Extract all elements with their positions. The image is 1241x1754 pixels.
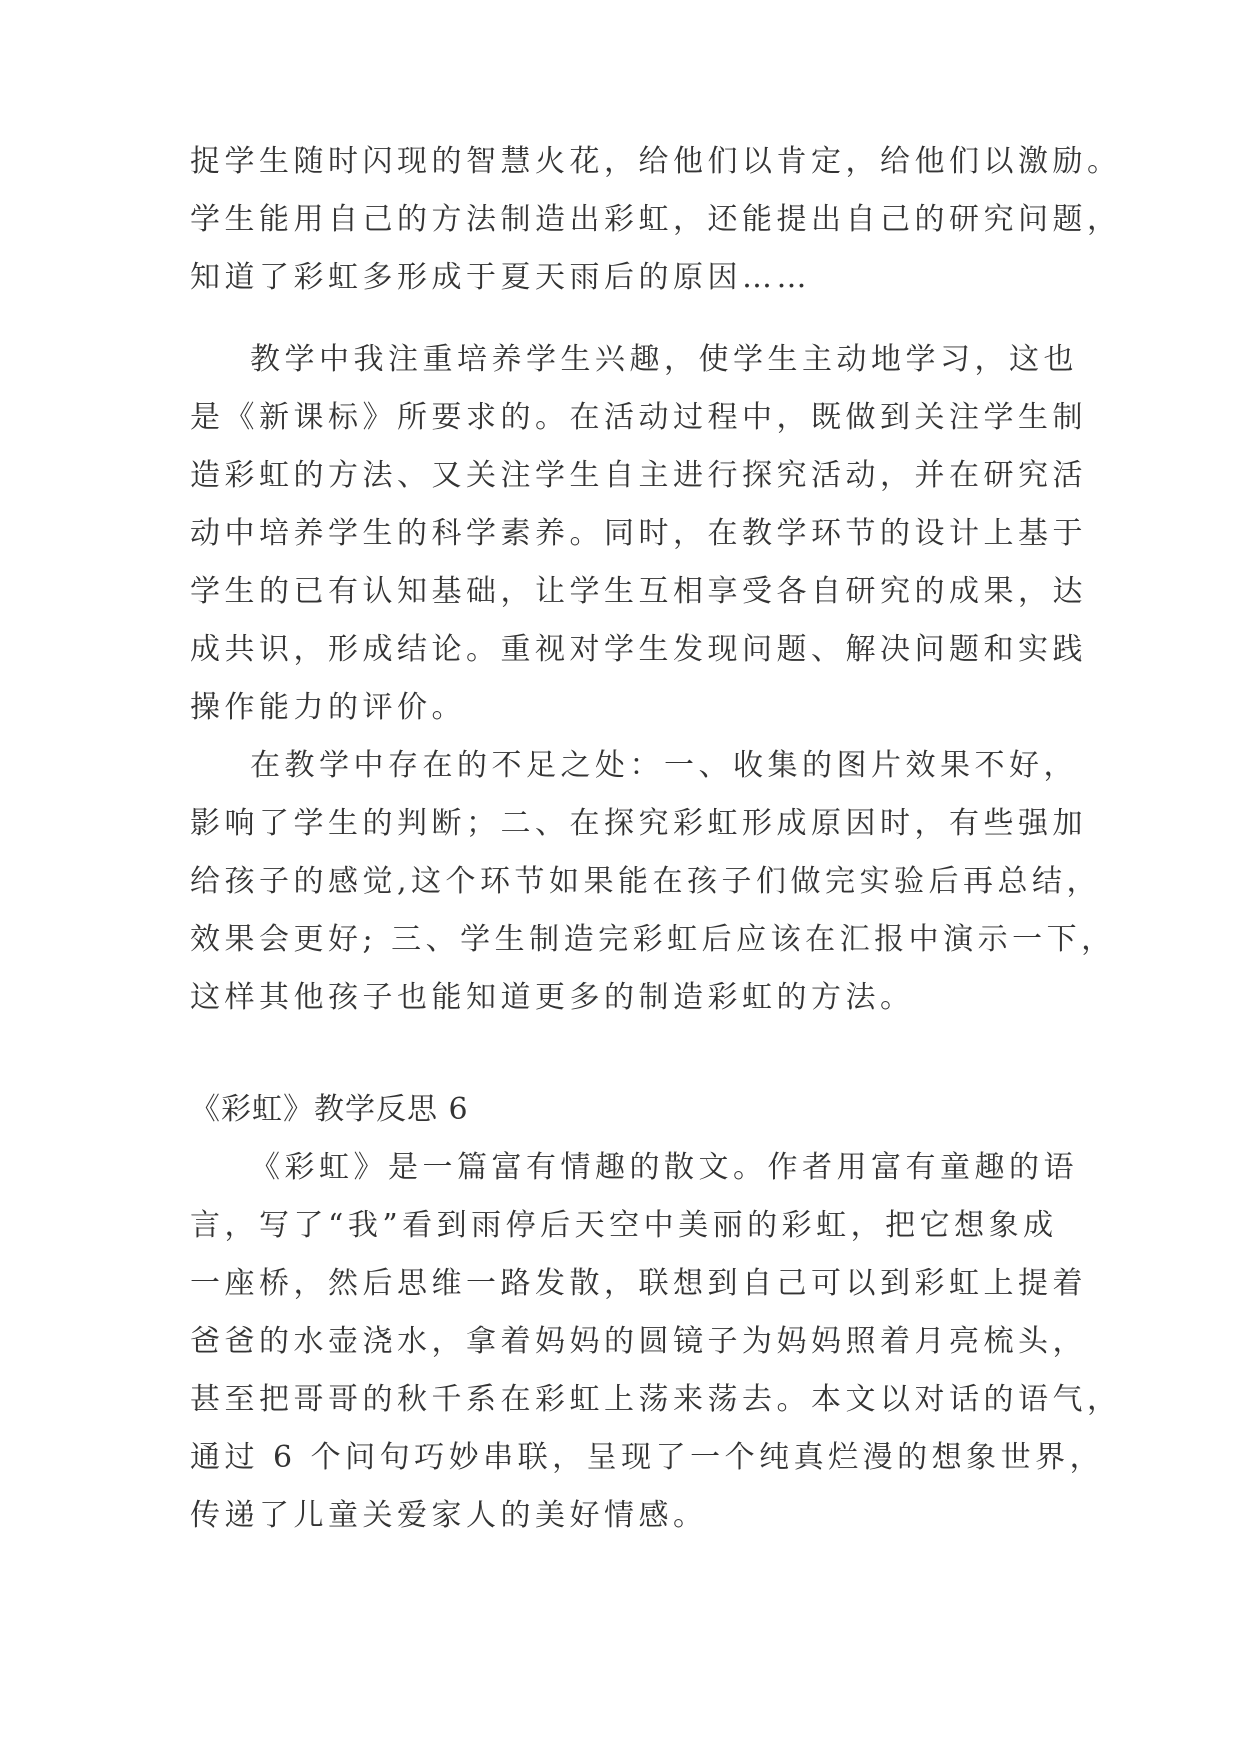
paragraph-4-line-3: 一座桥，然后思维一路发散，联想到自己可以到彩虹上提着: [190, 1266, 1087, 1301]
paragraph-4-line-5: 甚至把哥哥的秋千系在彩虹上荡来荡去。本文以对话的语气，: [190, 1382, 1122, 1417]
paragraph-2-line-4: 动中培养学生的科学素养。同时，在教学环节的设计上基于: [190, 516, 1087, 551]
paragraph-1-line-2: 学生能用自己的方法制造出彩虹，还能提出自己的研究问题，: [190, 202, 1122, 237]
paragraph-4-line-2: 言，写了“我”看到雨停后天空中美丽的彩虹，把它想象成: [190, 1208, 1058, 1243]
paragraph-4-line-4: 爸爸的水壶浇水，拿着妈妈的圆镜子为妈妈照着月亮梳头，: [190, 1324, 1087, 1359]
paragraph-2-line-1: 教学中我注重培养学生兴趣，使学生主动地学习，这也: [250, 342, 1078, 377]
paragraph-4-line-6: 通过 6 个问句巧妙串联，呈现了一个纯真烂漫的想象世界，: [190, 1440, 1105, 1475]
paragraph-2-line-7: 操作能力的评价。: [190, 690, 466, 725]
paragraph-2-line-3: 造彩虹的方法、又关注学生自主进行探究活动，并在研究活: [190, 458, 1087, 493]
paragraph-3-line-4: 效果会更好; 三、学生制造完彩虹后应该在汇报中演示一下，: [190, 922, 1116, 957]
paragraph-3-line-1: 在教学中存在的不足之处：一、收集的图片效果不好，: [250, 748, 1078, 783]
paragraph-4-line-7: 传递了儿童关爱家人的美好情感。: [190, 1498, 708, 1533]
paragraph-1-line-3: 知道了彩虹多形成于夏天雨后的原因……: [190, 260, 811, 295]
paragraph-2-line-6: 成共识，形成结论。重视对学生发现问题、解决问题和实践: [190, 632, 1087, 667]
section-title: 《彩虹》教学反思 6: [190, 1092, 469, 1127]
paragraph-2-line-5: 学生的已有认知基础，让学生互相享受各自研究的成果，达: [190, 574, 1087, 609]
paragraph-3-line-5: 这样其他孩子也能知道更多的制造彩虹的方法。: [190, 980, 915, 1015]
paragraph-3-line-2: 影响了学生的判断；二、在探究彩虹形成原因时，有些强加: [190, 806, 1087, 841]
paragraph-2-line-2: 是《新课标》所要求的。在活动过程中，既做到关注学生制: [190, 400, 1087, 435]
paragraph-3-line-3: 给孩子的感觉,这个环节如果能在孩子们做完实验后再总结，: [190, 864, 1102, 899]
paragraph-1-line-1: 捉学生随时闪现的智慧火花，给他们以肯定，给他们以激励。: [190, 144, 1122, 179]
paragraph-4-line-1: 《彩虹》是一篇富有情趣的散文。作者用富有童趣的语: [250, 1150, 1078, 1185]
